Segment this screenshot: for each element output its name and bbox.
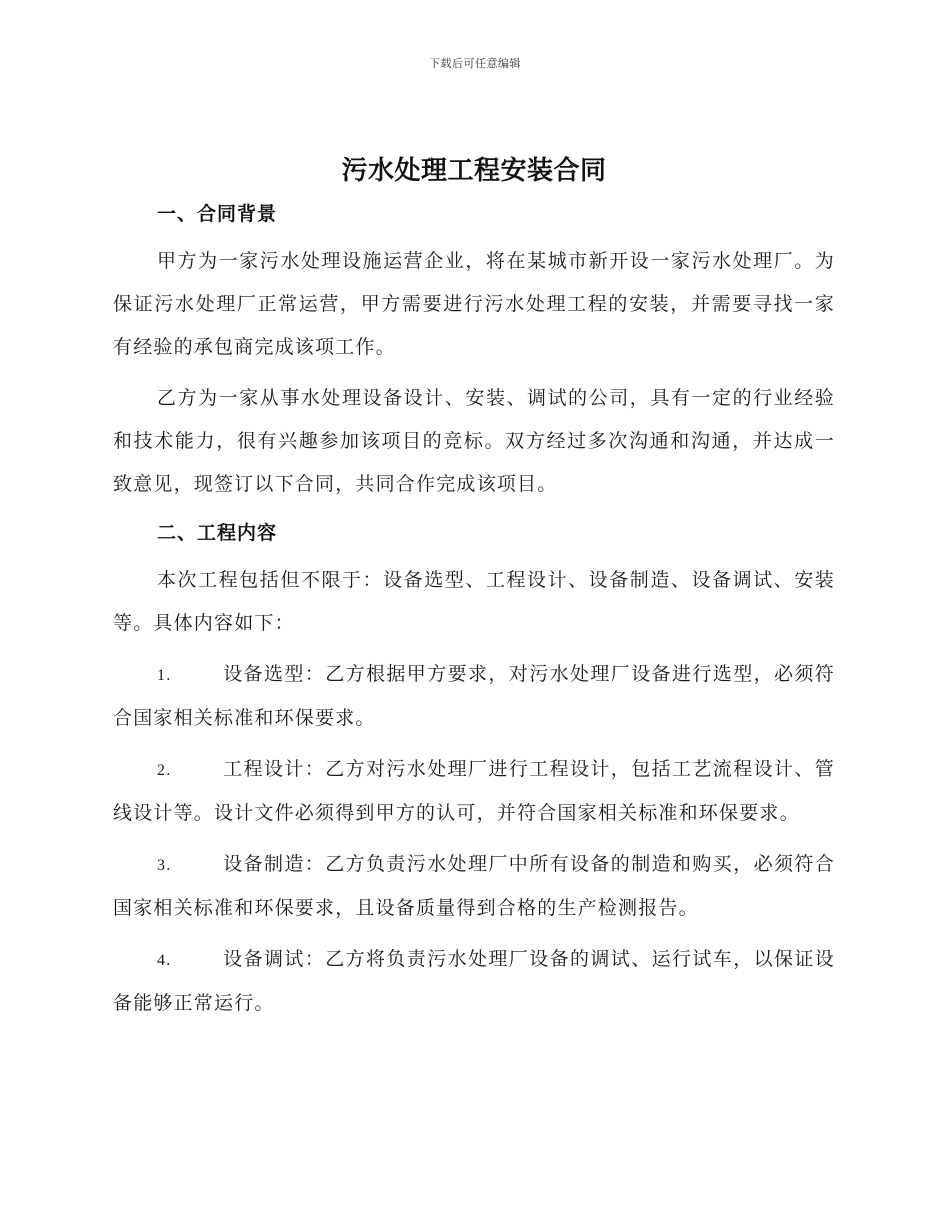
list-item-number: 1.	[157, 667, 172, 684]
list-item	[113, 748, 835, 835]
paragraph-party-a: 甲方为一家污水处理设施运营企业，将在某城市新开设一家污水处理厂。为保证污水处理厂正常运营，甲方需要进行污水处理工程的安装，并需要寻找一家有经验的承包商完成该项工作。	[113, 250, 835, 358]
list-item	[113, 653, 835, 740]
list-item-number: 2.	[157, 762, 172, 779]
section-heading-background: 一、合同背景	[157, 203, 278, 225]
paragraph-party-b: 乙方为一家从事水处理设备设计、安装、调试的公司，具有一定的行业经验和技术能力，很有兴趣参加该项目的竞标。双方经过多次沟通和沟通，并达成一致意见，现签订以下合同，共同合作完成该项目。	[113, 387, 835, 495]
list-item-text: 设备制造：乙方负责污水处理厂中所有设备的制造和购买，必须符合国家相关标准和环保要求，且设备质量得到合格的生产检测报告。	[113, 853, 835, 919]
document-body	[113, 150, 835, 1033]
section-heading-scope: 二、工程内容	[157, 522, 278, 544]
list-item-text: 工程设计：乙方对污水处理厂进行工程设计，包括工艺流程设计、管线设计等。设计文件必须得到甲方的认可，并符合国家相关标准和环保要求。	[113, 758, 835, 824]
list-item-text: 设备选型：乙方根据甲方要求，对污水处理厂设备进行选型，必须符合国家相关标准和环保要求。	[113, 663, 835, 729]
paragraph-scope-intro: 本次工程包括但不限于：设备选型、工程设计、设备制造、设备调试、安装等。具体内容如下：	[113, 569, 835, 634]
list-item	[113, 938, 835, 1025]
header-note: 下载后可任意编辑	[429, 57, 521, 70]
list-item-text: 设备调试：乙方将负责污水处理厂设备的调试、运行试车，以保证设备能够正常运行。	[113, 948, 835, 1014]
document-title: 污水处理工程安装合同	[341, 156, 607, 186]
list-item-number: 4.	[157, 952, 172, 969]
list-item-number: 3.	[157, 857, 172, 874]
list-item	[113, 843, 835, 930]
